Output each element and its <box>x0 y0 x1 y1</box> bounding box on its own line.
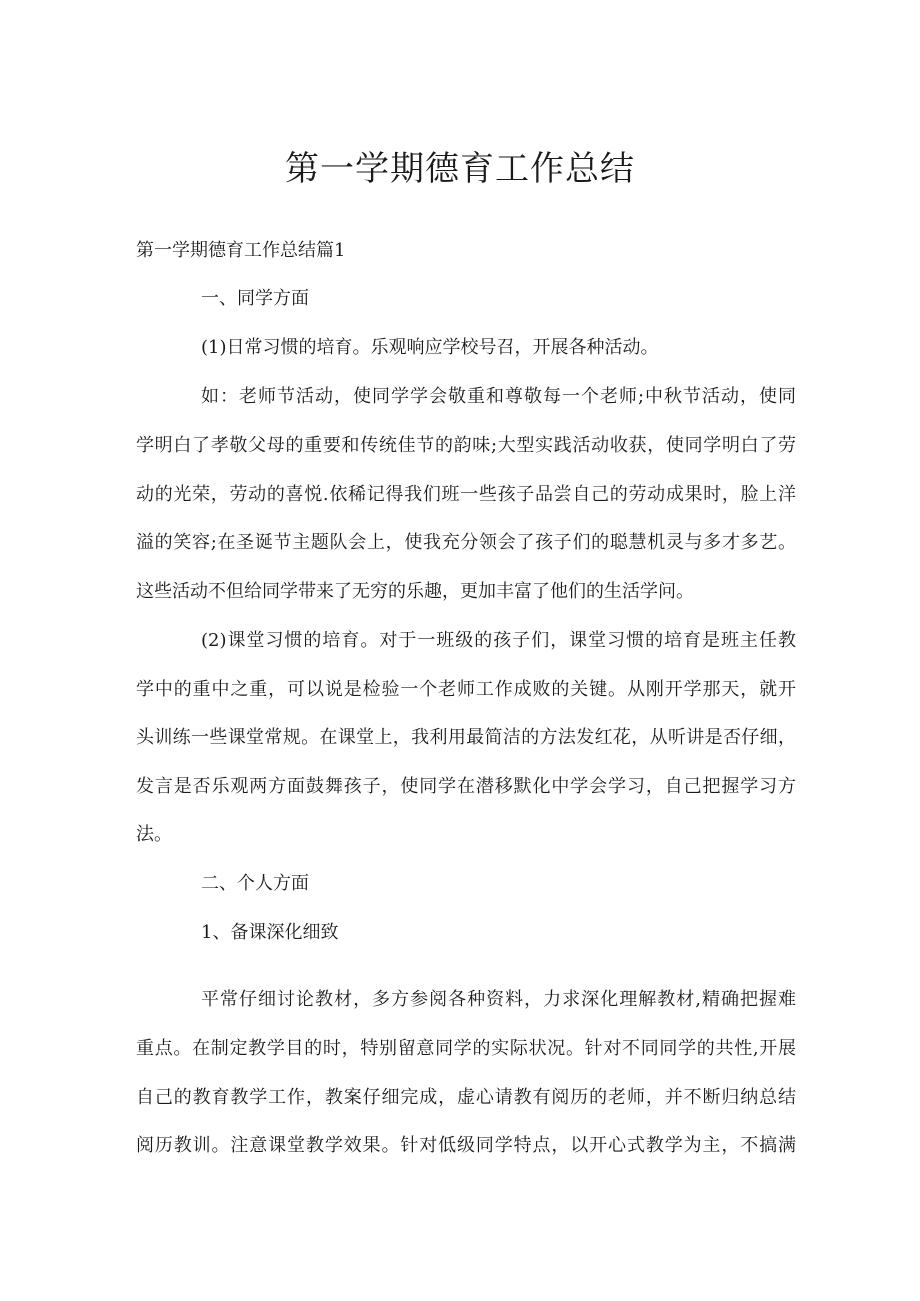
paragraph-line: 溢的笑容;在圣诞节主题队会上，使我充分领会了孩子们的聪慧机灵与多才多艺。 <box>136 532 796 553</box>
paragraph-line: 平常仔细讨论教材，多方参阅各种资料，力求深化理解教材,精确把握难 <box>201 989 796 1010</box>
paragraph-line: 这些活动不但给同学带来了无穷的乐趣，更加丰富了他们的生活学问。 <box>136 581 694 602</box>
section-heading-students: 一、同学方面 <box>201 288 309 309</box>
paragraph-line: 自己的教育教学工作，教案仔细完成，虚心请教有阅历的老师，并不断归纳总结 <box>136 1087 796 1108</box>
page-title: 第一学期德育工作总结 <box>285 149 635 189</box>
paragraph-line: 发言是否乐观两方面鼓舞孩子，使同学在潜移默化中学会学习，自己把握学习方 <box>136 776 796 797</box>
paragraph-line: 学中的重中之重，可以说是检验一个老师工作成败的关键。从刚开学那天，就开 <box>136 679 796 700</box>
document-subtitle: 第一学期德育工作总结篇1 <box>136 240 346 261</box>
paragraph-line: 如：老师节活动，使同学学会敬重和尊敬每一个老师;中秋节活动，使同 <box>201 386 796 407</box>
paragraph-line: 动的光荣，劳动的喜悦.依稀记得我们班一些孩子品尝自己的劳动成果时，脸上洋 <box>136 484 796 505</box>
paragraph-line: 阅历教训。注意课堂教学效果。针对低级同学特点，以开心式教学为主，不搞满 <box>136 1135 796 1156</box>
paragraph-line: (2)课堂习惯的培育。对于一班级的孩子们，课堂习惯的培育是班主任教 <box>201 630 796 651</box>
paragraph-line: 法。 <box>136 824 172 845</box>
paragraph-line: 头训练一些课堂常规。在课堂上，我利用最简洁的方法发红花，从听讲是否仔细， <box>136 727 796 748</box>
section-heading-personal: 二、个人方面 <box>201 873 309 894</box>
subheading-lesson-prep: 1、备课深化细致 <box>201 922 339 943</box>
paragraph-line: 学明白了孝敬父母的重要和传统佳节的韵味;大型实践活动收获，使同学明白了劳 <box>136 435 796 456</box>
paragraph-line: 重点。在制定教学目的时，特别留意同学的实际状况。针对不同同学的共性,开展 <box>136 1038 796 1059</box>
item-heading-daily-habits: (1)日常习惯的培育。乐观响应学校号召，开展各种活动。 <box>201 337 659 358</box>
